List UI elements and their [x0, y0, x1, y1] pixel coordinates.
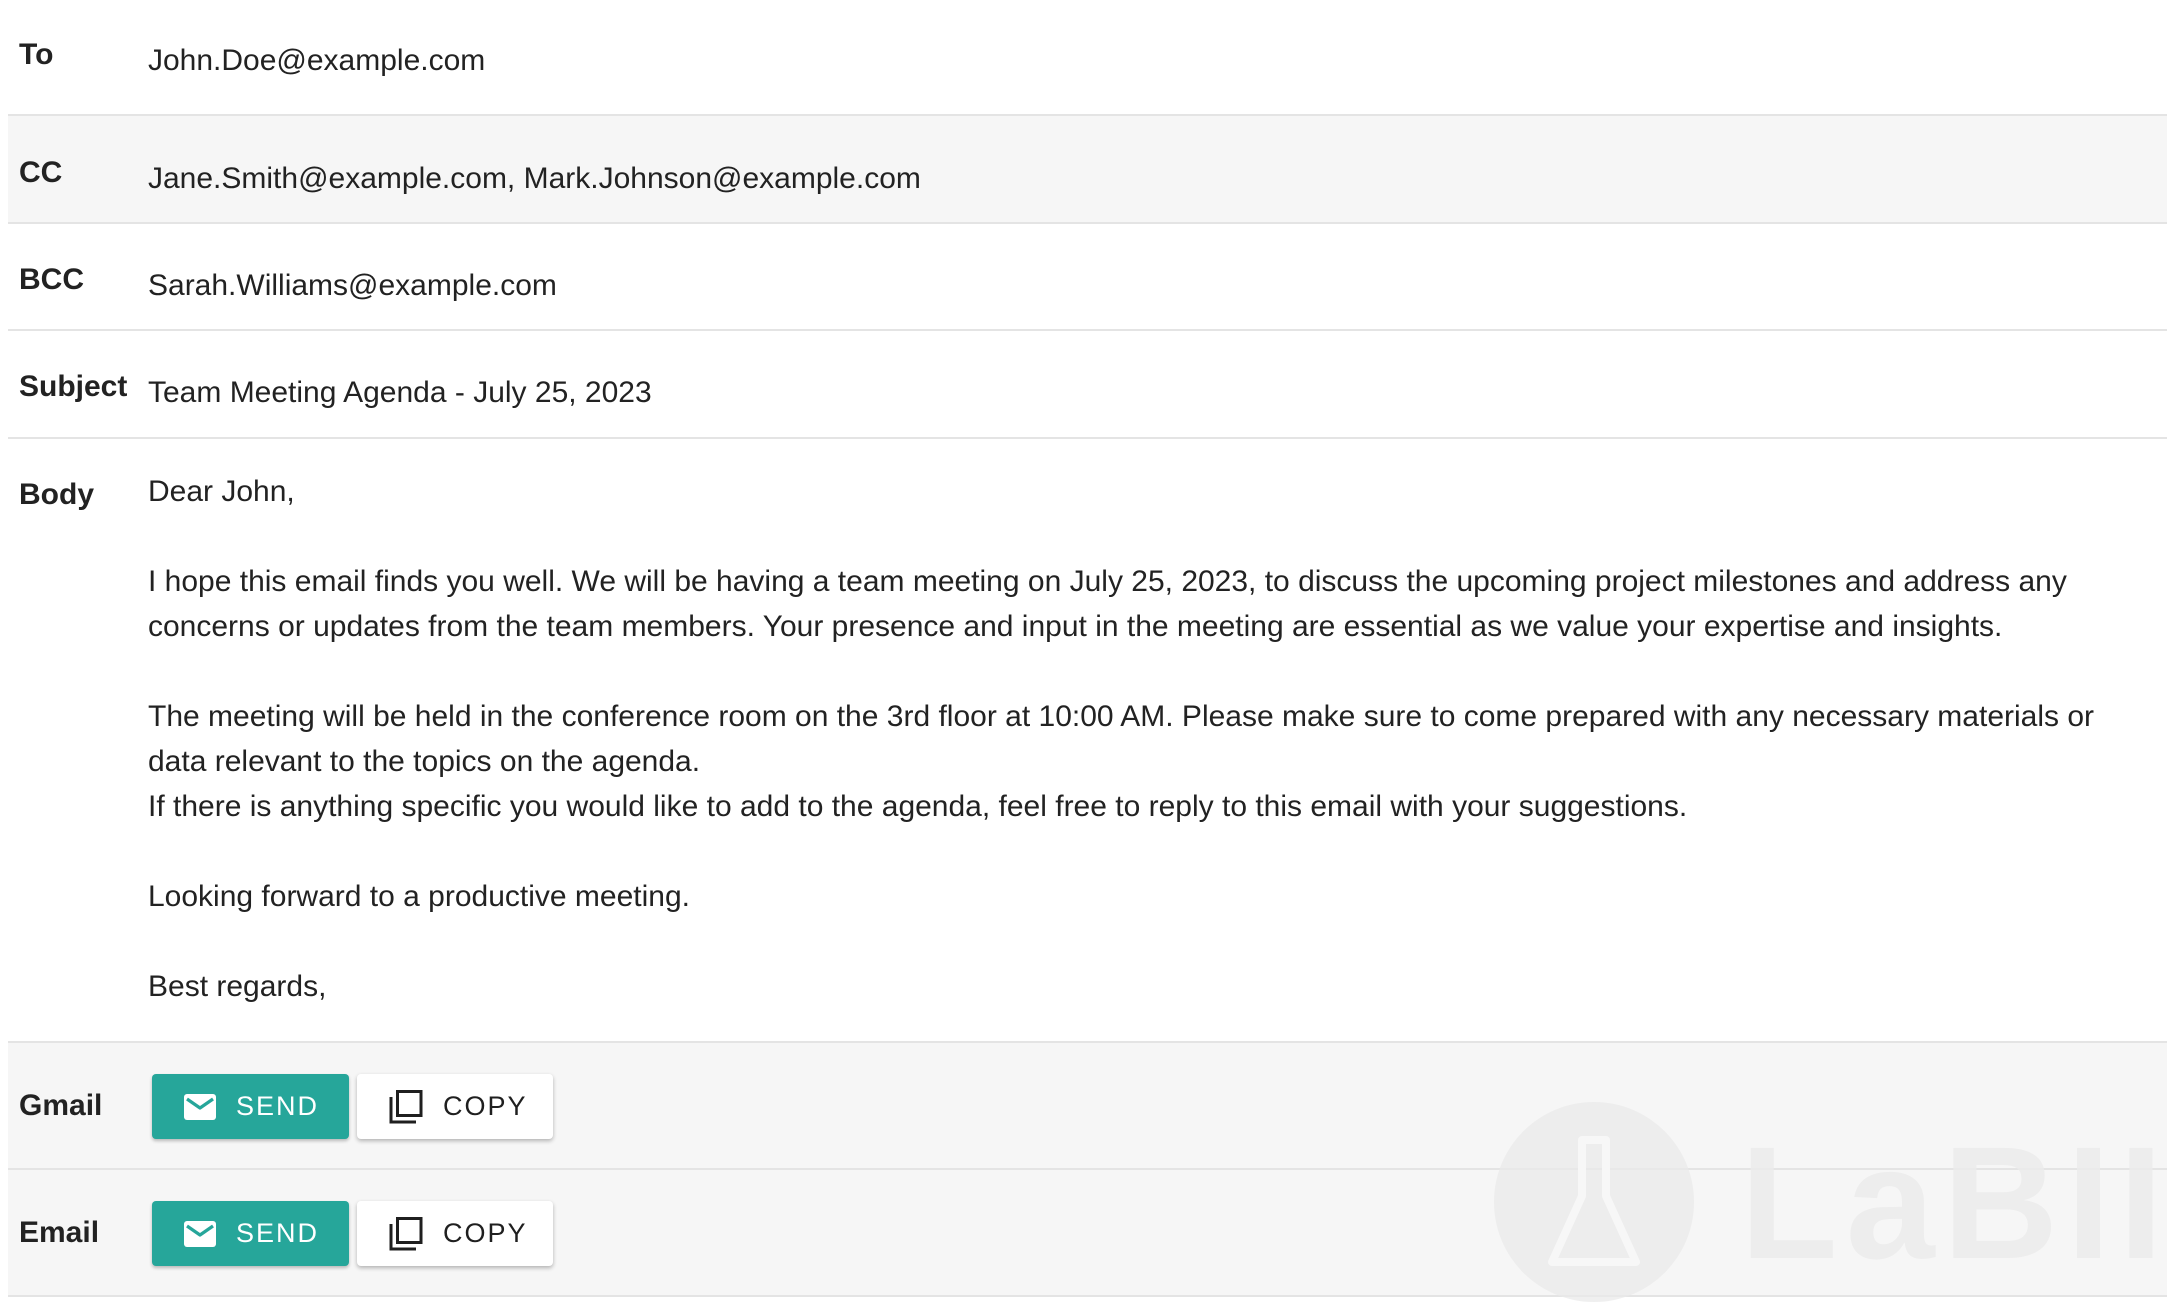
body-row [8, 437, 2167, 1041]
subject-value: Team Meeting Agenda - July 25, 2023 [148, 376, 652, 409]
watermark-text: LaBII [1740, 1113, 2170, 1292]
to-value: John.Doe@example.com [148, 44, 486, 77]
cc-value: Jane.Smith@example.com, Mark.Johnson@example.com [148, 162, 921, 195]
body-text [148, 469, 2127, 1009]
email-copy-button[interactable] [357, 1201, 553, 1266]
bcc-label: BCC [19, 263, 84, 296]
body-paragraph: If there is anything specific you would like to add to the agenda, feel free to reply to this email with your suggestions. [148, 790, 1688, 823]
email-row [8, 1168, 2167, 1295]
gmail-copy-label: COPY [443, 1091, 528, 1121]
copy-icon [389, 1217, 423, 1251]
bcc-value: Sarah.Williams@example.com [148, 269, 557, 302]
mail-icon [184, 1094, 216, 1120]
body-greeting: Dear John, [148, 475, 295, 508]
cc-label: CC [19, 156, 63, 189]
mail-icon [184, 1221, 216, 1247]
subject-label: Subject [19, 370, 128, 403]
email-label: Email [19, 1216, 100, 1249]
subject-row [8, 329, 2167, 437]
email-copy-label: COPY [443, 1218, 528, 1248]
gmail-send-button[interactable] [152, 1074, 349, 1139]
body-label: Body [19, 478, 94, 511]
to-label: To [19, 38, 54, 71]
gmail-label: Gmail [19, 1089, 103, 1122]
email-actions [152, 1201, 553, 1266]
gmail-copy-button[interactable] [357, 1074, 553, 1139]
email-send-button[interactable] [152, 1201, 349, 1266]
body-paragraph: Looking forward to a productive meeting. [148, 880, 690, 913]
body-signoff: Best regards, [148, 970, 327, 1003]
copy-icon [389, 1090, 423, 1124]
gmail-row [8, 1041, 2167, 1168]
to-row [8, 0, 2167, 114]
body-paragraph: The meeting will be held in the conference room on the 3rd floor at 10:00 AM. Please make sure to come prepared with any necessary materials or data relevant to the topics on the agenda. [148, 700, 2095, 778]
cc-row [8, 114, 2167, 222]
bcc-row [8, 222, 2167, 329]
gmail-actions [152, 1074, 553, 1139]
gmail-send-label: SEND [236, 1091, 320, 1121]
email-details-table [8, 0, 2167, 1297]
email-send-label: SEND [236, 1218, 320, 1248]
body-paragraph: I hope this email finds you well. We will be having a team meeting on July 25, 2023, to discuss the upcoming project milestones and address any concerns or updates from the team members. Your presence and input in the meeting are essential as we value your expertise and insights. [148, 565, 2067, 643]
